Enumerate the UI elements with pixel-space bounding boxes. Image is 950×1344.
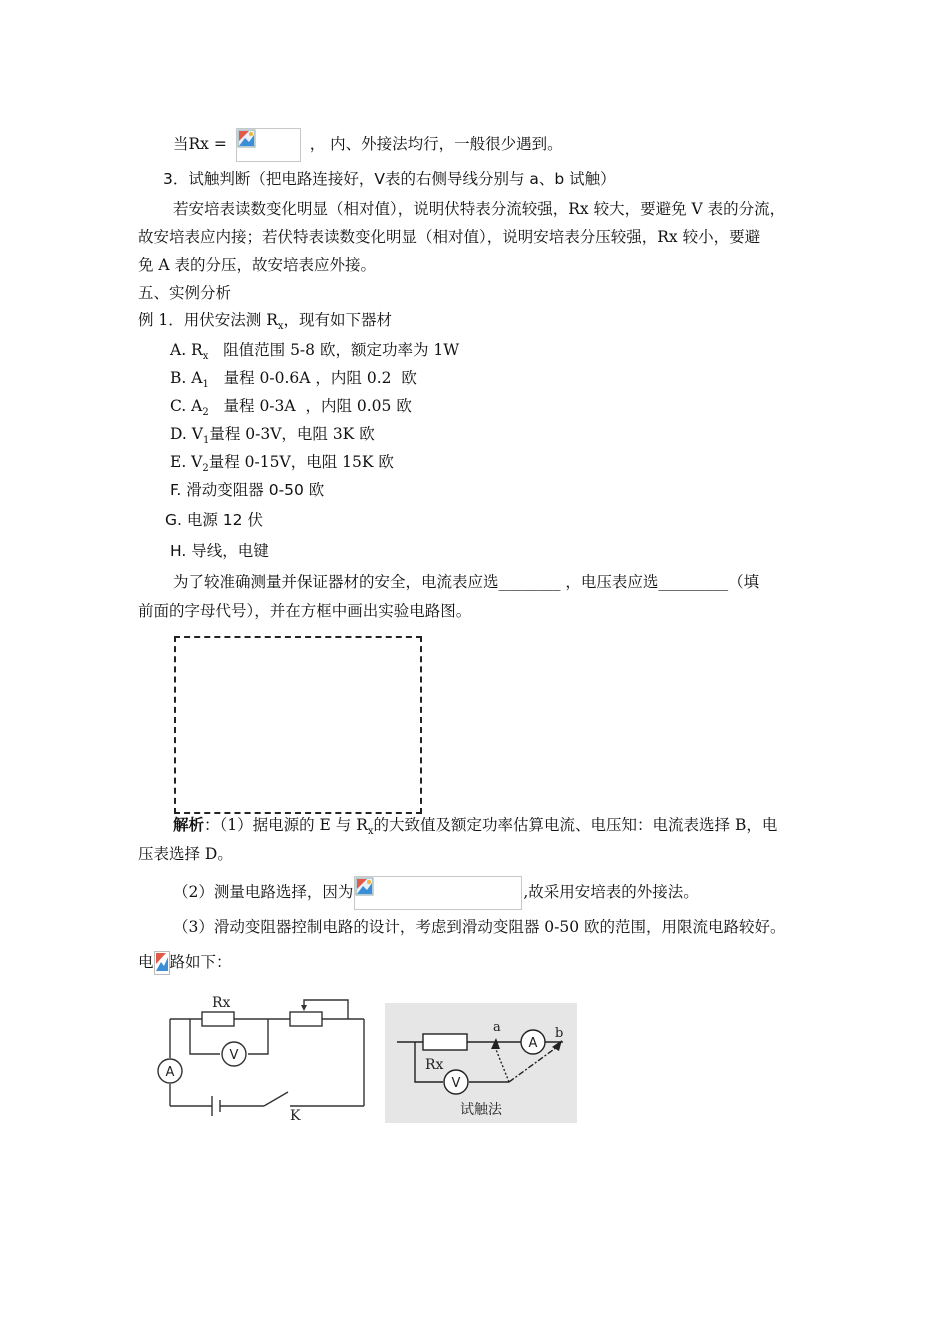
switch-label: K (290, 1108, 301, 1124)
point-b-label: b (555, 1026, 564, 1041)
analysis-p1-line2: 压表选择 D。 (138, 845, 233, 863)
voltmeter-label: V (229, 1048, 239, 1063)
trial-touch-figure (385, 1003, 577, 1123)
rx-label: Rx (425, 1057, 444, 1073)
arrow-to-a (491, 1038, 500, 1049)
example1-title (138, 309, 392, 338)
analysis-p1-b: 的大致值及额定功率估算电流、电压知：电流表选择 B，电 (373, 816, 778, 834)
equipment-label: C. A (170, 397, 203, 415)
rheostat (290, 1012, 322, 1026)
inline-image-placeholder (154, 951, 170, 975)
equipment-item-f: F. 滑动变阻器 0-50 欧 (170, 481, 325, 499)
equipment-text: 量程 0-3V，电阻 3K 欧 (209, 425, 375, 443)
equipment-sub: 2 (202, 463, 209, 475)
example1-title-tail: ，现有如下器材 (283, 311, 393, 329)
question-line2: 前面的字母代号），并在方框中画出实验电路图。 (138, 602, 472, 620)
circuit-diagram-limiting (146, 992, 372, 1126)
analysis-p3-b: 路如下： (169, 953, 232, 971)
equipment-sub: x (202, 351, 209, 363)
rx-equal-line (173, 128, 563, 162)
analysis-p3-line1: （3）滑动变阻器控制电路的设计，考虑到滑动变阻器 0-50 欧的范围，用限流电路较好。 (173, 918, 786, 936)
answer-drawing-box (174, 636, 422, 814)
equipment-label: E. V (170, 453, 203, 471)
analysis-p1-sub: x (367, 826, 374, 838)
equipment-label: D. V (170, 425, 203, 443)
equipment-text: 量程 0-15V，电阻 15K 欧 (208, 453, 394, 471)
example1-title-text: 例 1．用伏安法测 R (138, 311, 278, 329)
equipment-sub: 2 (202, 407, 209, 419)
rx-resistor (423, 1034, 467, 1050)
point-a-label: a (493, 1020, 501, 1035)
equipment-item-d (170, 423, 375, 452)
item3-body-line2: 故安培表应内接；若伏特表读数变化明显（相对值），说明安培表分压较强，Rx 较小，要避 (138, 228, 761, 246)
equipment-text: 量程 0-3A ，内阻 0.05 欧 (208, 397, 412, 415)
rx-label: Rx (212, 995, 231, 1011)
equipment-label: A. R (170, 341, 203, 359)
equipment-item-a (170, 339, 459, 368)
voltmeter-label: V (451, 1076, 461, 1091)
equipment-item-g: G. 电源 12 伏 (165, 511, 263, 529)
broken-image-icon (155, 952, 169, 972)
equipment-text: 量程 0-0.6A ，内阻 0.2 欧 (208, 369, 417, 387)
item3-body-line1: 若安培表读数变化明显（相对值），说明伏特表分流较强，Rx 较大，要避免 V 表的分流， (173, 200, 786, 218)
question-line1: 为了较准确测量并保证器材的安全，电流表应选________ ，电压表应选_________（填 (173, 573, 760, 591)
analysis-p3-a: 电 (138, 953, 154, 971)
equipment-item-e (170, 451, 394, 480)
equipment-item-b (170, 367, 417, 396)
ammeter-label: A (165, 1065, 175, 1080)
equipment-item-h: H. 导线，电键 (170, 542, 269, 560)
equipment-item-c (170, 395, 412, 424)
equipment-sub: 1 (202, 435, 210, 447)
analysis-p2 (173, 876, 699, 910)
analysis-p3-line2 (138, 951, 232, 975)
analysis-p1-a: ：（1）据电源的 E 与 R (204, 816, 368, 834)
rx-resistor (202, 1012, 234, 1026)
example1-title-sub: x (277, 321, 284, 333)
rx-equal-suffix: ， 内、外接法均行，一般很少遇到。 (309, 135, 563, 153)
equipment-label: B. A (170, 369, 203, 387)
circuit-diagram-trial-touch (385, 1003, 577, 1123)
section5-title: 五、实例分析 (138, 284, 232, 302)
analysis-p1-line1 (173, 814, 777, 843)
analysis-p2-a: （2）测量电路选择，因为 (173, 883, 354, 901)
broken-image-icon (237, 129, 257, 149)
rx-equal-prefix: 当Rx = (173, 135, 227, 153)
equipment-sub: 1 (202, 379, 209, 391)
analysis-p2-b: ,故采用安培表的外接法。 (523, 883, 699, 901)
formula-image-placeholder (354, 876, 522, 910)
ammeter-label: A (528, 1036, 538, 1051)
item3-body-line3: 免 A 表的分压，故安培表应外接。 (138, 256, 377, 274)
formula-image-placeholder (236, 128, 301, 162)
analysis-label: 解析 (173, 815, 205, 834)
figure-caption: 试触法 (460, 1102, 502, 1118)
equipment-text: 阻值范围 5-8 欧，额定功率为 1W (208, 341, 460, 359)
broken-image-icon (355, 877, 375, 897)
item3-heading: 3．试触判断（把电路连接好，V表的右侧导线分别与 a、b 试触） (163, 170, 616, 188)
